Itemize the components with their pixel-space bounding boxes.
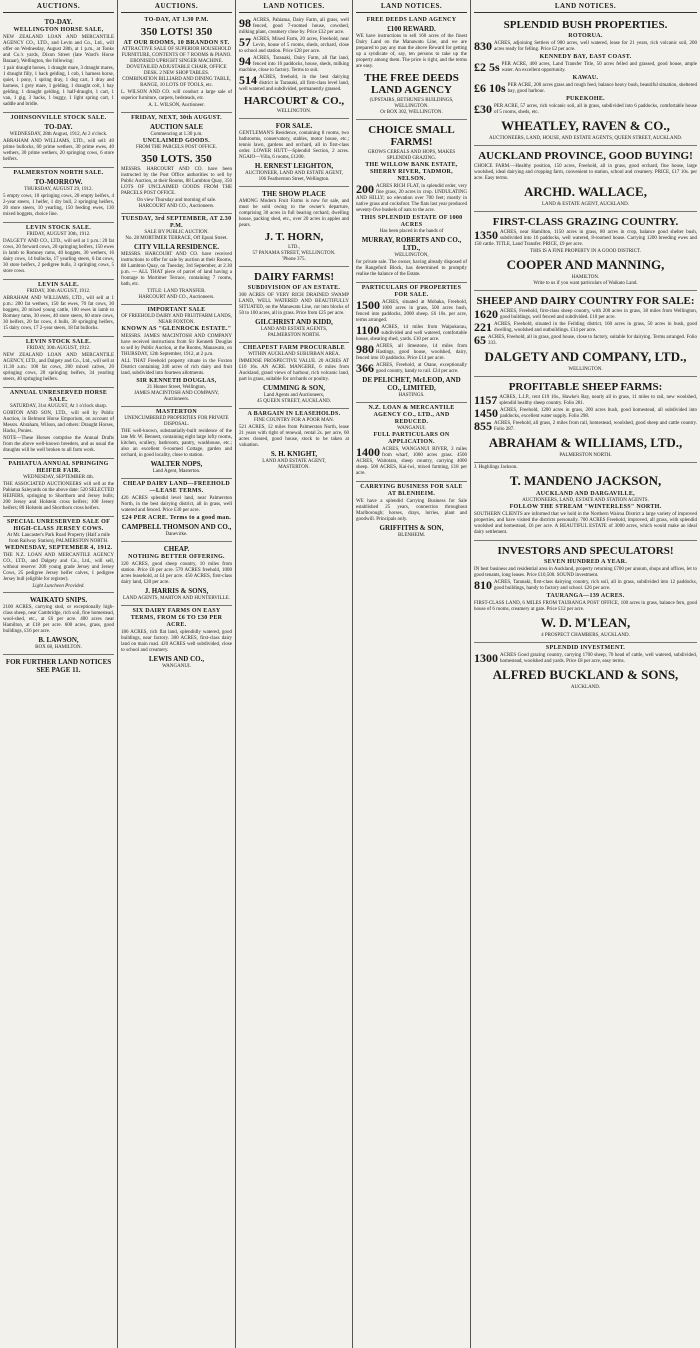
ad-heading: TO-DAY.	[44, 123, 73, 131]
ad-body: 300 ACRES OF VERY RICH DRAINED SWAMP LAND, WELL WATERED AND BEAUTIFULLY SITUATED, on the Manawatu Line, cut into blocks of 50 to 100 acres, all in grass. Price from £25 per acre.	[239, 293, 349, 316]
column-header: AUCTIONS.	[3, 0, 114, 13]
advertiser-name: H. ERNEST LEIGHTON,	[254, 162, 334, 170]
ad-body: THE N.Z. LOAN AND MERCANTILE AGENCY CO., LTD., and Dalgety and Co., Ltd., will sell, without reserve: 200 young grade Jersey and Jersey Cows, 25 pedigree Jersey heifer calves, 1 pedigree Jersey bull (eligible for register).	[3, 553, 114, 582]
listing-text: ACRES Good grazing country, carrying 1700 sheep, 70 head of cattle, well watered, subdivided, homestead, woolshed and yards. Price £8 per acre, easy terms.	[500, 653, 697, 664]
ad-heading: SIX DAIRY FARMS ON EASY TERMS, FROM £6 TO £30 PER ACRE.	[130, 608, 223, 628]
ad-leighton	[239, 119, 349, 187]
advertiser-name: N.Z. LOAN & MERCANTILE AGENCY CO., LTD., AND REDUCED.	[368, 405, 455, 425]
ad-profitable-sheep-farms	[474, 377, 697, 463]
ad-note: J. Hughlings Jackson.	[474, 465, 518, 470]
advertiser-name: HARCOURT & CO.,	[243, 95, 345, 107]
advertiser-address: MASTERTON.	[278, 465, 310, 470]
acreage: 1620	[474, 307, 498, 321]
ad-subheading: SUBDIVISION OF AN ESTATE.	[247, 285, 341, 291]
ad-heading: PARTICULARS OF PROPERTIES FOR SALE.	[361, 285, 462, 298]
ad-body: NEW ZEALAND LOAN AND MERCANTILE AGENCY CO., LTD., and Levin and Co., Ltd., will offer on Wednesday, August 28th, at 1 p.m., at Tonks and Co.'s yards, Dixon Street (late Ward's Horse Bazaar), Wellington, the following:	[3, 35, 114, 64]
ad-body: MESSRS. HARCOURT AND CO. have been instructed by the Post Office authorities to sell by Public Auction, at their Rooms, 88 Lambton Quay, 350 LOTS OF UNCLAIMED GOODS FROM THE PARCELS POST OFFICE.	[121, 167, 232, 196]
ad-body: SOUTHERN CLIENTS are informed that we hold in the Northern Wairoa District a large variety of improved properties, and have visited the districts personally. 700 ACRES Freehold, improved, all grass, with splendid woolshed and homestead, £6 per acre. A BEAUTIFUL ESTATE of 3000 acres, which would make an ideal dairy settlement.	[474, 512, 697, 535]
column-2	[117, 0, 235, 1348]
ad-subheading: FINE COUNTRY FOR A POOR MAN.	[253, 418, 335, 423]
ad-levin-stock-sale	[3, 223, 114, 280]
listing	[474, 41, 697, 53]
advertiser-name: GILCHRIST AND KIDD,	[255, 318, 333, 326]
ad-subheading: ROTORUA.	[568, 33, 603, 39]
ad-auckland-province	[474, 146, 697, 212]
ad-subheading: At Mr. Lancaster's Park Road Property (Half a mile from Railway Station), PALMERSTON NORTH.	[7, 533, 110, 544]
advertiser-address: HASTINGS.	[398, 393, 425, 398]
ad-body: DALGETY AND CO., LTD., will sell at 1 p.m.: 20 fat cows, 20 forward cows, 20 springing heifers, 150 ewes in lamb to Romney rams, 40 hoggets, 30 wethers, 16 dairy cows, 14 bullocks, 17 yearling steers, 6 fat cows, 30 store heifers, 2 pedigree bulls, 3 springing cows, 5 store cows.	[3, 239, 114, 274]
listing-text: ACRES, Mixed Farm, 20 acres, Freehold, near Levin, house of 5 rooms, sheds, orchard, close to school and station. Price £28 per acre.	[239, 37, 349, 54]
listing-text: ACRES, adjoining Settlers of 900 acres, well watered, lease for 21 years, rich volcanic soil, 200 acres ready for felling. Price £2 per acre.	[494, 41, 697, 52]
ad-glenrock-estate	[121, 305, 232, 407]
advertiser-name: ARCHD. WALLACE,	[524, 184, 647, 199]
acreage: 65	[474, 333, 486, 347]
ad-note: On view Thursday and morning of sale.	[136, 198, 217, 203]
ad-body: GENTLEMAN'S Residence, containing 8 rooms, two bathrooms, conservatory, stables, motor house, etc.; tennis lawn, gardens and orchard, all in first-class order. LOWER HUTT—Splendid Section, 2 acres. NGAIO—Villa, 6 rooms, £1200.	[239, 131, 349, 160]
ad-heading: SHEEP AND DAIRY COUNTRY FOR SALE:	[476, 295, 695, 307]
advertiser-name: THE FREE DEEDS LAND AGENCY	[364, 72, 459, 96]
ad-body: THE ASSOCIATED AUCTIONEERS will sell at the Pahiatua Saleyards on the above date: 520 SELECTED HEIFERS, springing to Shorthorn and Jersey bulls; 200 Jersey and Holstein cross heifers; 100 Jersey heifers; 80 Holstein and Shorthorn cross heifers.	[3, 482, 114, 511]
ad-unclaimed-goods	[121, 113, 232, 214]
listing	[474, 83, 697, 95]
advertiser-address: Land Agent, Masterton.	[152, 469, 201, 474]
advertiser-name: LEWIS AND CO.,	[148, 655, 205, 663]
advertiser-address: WELLINGTON.	[276, 109, 312, 114]
ad-pahiatua-fair	[3, 459, 114, 517]
listing-text: ACRES, Freehold, all in grass, good house, close to factory, suitable for dairying. Terms arranged. Folio 333.	[488, 335, 697, 346]
ad-subheading: SALE BY PUBLIC AUCTION.	[144, 230, 209, 235]
advertiser-name: ALFRED BUCKLAND & SONS,	[492, 667, 679, 682]
acreage: 57	[239, 35, 251, 49]
ad-body: THE well-known, substantially-built residence of the late Mr. W. Bennett, containing eight large lofty rooms, kitchen, scullery, bathroom, pantry, washhouse, etc.; also an excellent 6-roomed Cottage, garden and orchard, in good locality, close to station.	[121, 429, 232, 458]
ad-body: AMONG Modern Fruit Farms is now for sale, and must be sold owing to the owner's departure, comprising 30 acres in full bearing orchard, dwelling house, packing shed, etc., over 20 acres in apples and pears.	[239, 199, 349, 228]
advertiser-title: AUCKLAND AND DARGAVILLE,	[536, 491, 635, 497]
ad-heading: CHOICE SMALL FARMS!	[368, 124, 455, 148]
ad-grazing-country	[474, 212, 697, 291]
acreage: 98	[239, 16, 251, 30]
ad-note: Light Luncheon Provided.	[32, 584, 85, 589]
ad-heading: CARRYING BUSINESS FOR SALE AT BLENHEIM.	[360, 484, 463, 497]
ad-heading: TO-MORROW.	[34, 178, 83, 186]
acreage: 1350	[474, 228, 498, 242]
advertiser-name: SIR KENNETH DOUGLAS,	[136, 378, 217, 384]
ad-subheading: FRIDAY, 30th AUGUST, 1912.	[26, 289, 91, 294]
ad-date: WEDNESDAY, SEPTEMBER 4, 1912.	[4, 545, 113, 551]
advertiser-address: 4 PROSPECT CHAMBERS, AUCKLAND.	[541, 633, 630, 638]
acreage: 94	[239, 54, 251, 68]
ad-brandon-street	[121, 15, 232, 113]
ad-city-villa	[121, 214, 232, 305]
price: £2 5s	[474, 60, 500, 74]
ad-splendid-investment	[474, 643, 697, 694]
column-3	[235, 0, 352, 1348]
listing-text: ACRES, Freehold, at Otane, exceptionally good country, handy to rail. £24 per acre.	[376, 363, 467, 374]
ad-body: ABRAHAM AND WILLIAMS, LTD., will sell: 40 prime bullocks, 60 prime wethers, 30 prime ewes, 40 wethers, 30 prime wethers, 20 springing cows, 6 store heifers.	[3, 139, 114, 162]
column-header: LAND NOTICES.	[474, 0, 697, 13]
advertiser-name: A. L. WILSON, Auctioneer.	[148, 103, 205, 108]
ad-further-notices	[3, 655, 114, 678]
ad-price: £24 PER ACRE. Terms to a good man.	[121, 515, 232, 521]
ad-heading: WAIKATO SNIPS.	[29, 596, 88, 604]
advertiser-address: WANGANUI.	[397, 426, 426, 431]
ad-heading: ANNUAL UNRESERVED HORSE SALE.	[9, 390, 108, 403]
ad-heading: LEVIN STOCK SALE.	[25, 339, 92, 345]
ad-hawkes-bay-properties	[356, 283, 467, 403]
ad-heading: FRIDAY, NEXT, 30th AUGUST.	[131, 115, 222, 121]
advertiser-address: WELLINGTON.	[568, 367, 603, 372]
listing	[356, 300, 467, 324]
ad-body: MESSRS. JAMES MACINTOSH AND COMPANY have received instructions from Sir Kenneth Douglas to sell by Public Auction, at the Rooms, Manawatu, on THURSDAY, 12th September, 1912, at 2 p.m.	[121, 334, 232, 357]
listing	[474, 408, 697, 420]
listing-text: ACRES, Taranaki, first-class dairying country, rich soil, all in grass, subdivided into 12 paddocks, good buildings, handy to factory and school. £26 per acre.	[494, 580, 697, 591]
acreage: 1500	[356, 298, 380, 312]
ad-subheading: UNENCUMBERED PROPERTIES FOR PRIVATE DISPOSAL.	[124, 416, 229, 427]
advertiser-name: T. MANDENO JACKSON,	[509, 473, 662, 488]
price: £6 10s	[474, 81, 506, 95]
listing-text: ACRES RICH FLAT, in splendid order, very fine grass, 20 acres in crop. UNDULATING AND HILLY; no elevation over 700 feet; mostly in native grass and cocksfoot. The flats last year produced seventy-five bushels of oats to the acre.	[356, 184, 467, 213]
ad-body: ALL THAT Freehold property situate in the Foxton District containing 240 acres of rich dairy and fruit land, subdivided into fourteen allotments.	[121, 359, 232, 376]
acreage: 1157	[474, 393, 498, 407]
listing	[474, 580, 697, 592]
ad-palmerston-north-sale	[3, 168, 114, 223]
advertiser-address: (UPSTAIRS, BETHUNE'S BUILDINGS, WELLINGTON.	[369, 98, 454, 109]
ad-subheading: THE WILLOW BANK ESTATE, SHERRY RIVER, TADMOR, NELSON.	[365, 162, 458, 182]
acreage: 830	[474, 39, 492, 53]
ad-waikato-snips	[3, 593, 114, 655]
ad-body: 1 pair draught horses, 1 draught mare, 3 draught mares, 1 draught filly, 1 hack gelding, 1 cob, 1 harness horse, quiet, 1 pony, 1 spring dray, 1 dog cart, 1 dray and harness, 1 grey mare, 1 gelding, 1 draught colt, 1 bay gelding, 1 draught gelding, 1 half-draught, 1 cart, 1 van, 1 gig, 3 hacks, 1 buggy, 1 light spring cart, 1 saddle and bridle.	[3, 66, 114, 107]
advertiser-name: J. T. HORN,	[264, 231, 324, 243]
listing-text: ACRES, freehold, in the best dairying district in Taranaki, all first-class level land, well watered and subdivided, permanently grassed.	[239, 75, 349, 92]
advertiser-address: Or BOX 302, WELLINGTON.	[380, 110, 443, 115]
ad-free-deeds	[356, 15, 467, 120]
advertiser-address: 106 Featherston Street, Wellington.	[258, 177, 330, 182]
ad-heading: FREE DEEDS LAND AGENCY	[366, 17, 457, 23]
advertiser-name: MURRAY, ROBERTS AND CO., LTD.,	[361, 236, 462, 252]
ad-harcourt-farms	[239, 15, 349, 119]
advertiser-title: LAND AND ESTATE AGENTS,	[260, 327, 328, 332]
ad-subheading: TAURANGA—139 ACRES.	[546, 593, 625, 599]
listing	[474, 335, 697, 347]
ad-carrying-business	[356, 482, 467, 542]
ad-heading: SPLENDID BUSH PROPERTIES.	[503, 19, 668, 31]
advertiser-address: PALMERSTON NORTH.	[559, 453, 612, 458]
listing	[239, 75, 349, 93]
ad-body: FIRST-CLASS LAND, 6 MILES FROM TAURANGA POST OFFICE, 100 acres in grass, balance fern, good house of 6 rooms, creamery at gate. Price £12 per acre.	[474, 601, 697, 612]
ad-subheading: SATURDAY, 31st AUGUST, At 1 o'clock sharp.	[9, 404, 108, 409]
ad-show-place	[239, 187, 349, 267]
acreage: 1100	[356, 323, 380, 337]
listing	[474, 421, 697, 433]
ad-six-dairy-farms	[121, 606, 232, 673]
column-header: LAND NOTICES.	[239, 0, 349, 13]
advertiser-name: CAMPBELL THOMSON AND CO.,	[121, 523, 232, 531]
ad-levin-sale	[3, 280, 114, 337]
listing-text: ACRES, Freehold, first-class sheep country, with 200 acres in grass, 38 miles from Wellington, good buildings, well fenced and subdivided. £10 per acre.	[500, 309, 697, 320]
ad-heading: KNOWN AS "GLENROCK ESTATE."	[121, 326, 232, 332]
listing-text: ACRES, all limestone, 14 miles from Hastings, good house, woolshed, dairy, fenced into 10 paddocks. Price £14 per acre.	[356, 344, 467, 361]
acreage: 366	[356, 361, 374, 375]
advertiser-name: DALGETY AND COMPANY, LTD.,	[484, 349, 687, 364]
ad-wanganui-properties	[356, 403, 467, 482]
advertiser-address: Danevirke.	[165, 532, 188, 537]
column-header: AUCTIONS.	[121, 0, 232, 13]
advertiser-title: LTD.,	[288, 245, 300, 250]
advertiser-address: AUCTIONEERS, LAND, HOUSE, AND ESTATE AGENTS, QUEEN STREET, AUCKLAND.	[488, 136, 683, 141]
advertiser-name: COOPER AND MANNING,	[506, 257, 665, 272]
listing	[474, 322, 697, 334]
ad-heading: A BARGAIN IN LEASEHOLDS.	[247, 411, 341, 417]
page-reference: FOR FURTHER LAND NOTICES SEE PAGE 11.	[5, 658, 112, 674]
listing-text: ACRES, Pahiatua, Dairy Farm, all grass, well fenced, good 7-roomed house, cowshed, milking plant, creamery close by. Price £32 per acre.	[239, 18, 349, 35]
ad-heading: LEVIN SALE.	[38, 282, 79, 288]
advertiser-name: DE PELICHET, McLEOD, AND CO., LIMITED,	[362, 376, 461, 392]
listing-text: ACRES, Taranaki, Dairy Farm, all flat land, fenced into 16 paddocks, house, sheds, milking machine, close to factory. Terms to suit.	[239, 56, 349, 73]
ad-body: for private sale. The owner, having already disposed of the Rangeford Block, has determined to promptly realise the balance of the Estate.	[356, 260, 467, 277]
advertiser-title: AUCTIONEER, LAND AND ESTATE AGENT,	[245, 171, 343, 176]
ad-body: IMMENSE PROSPECTIVE VALUE. 20 ACRES AT £10 16s. AN ACRE. MANGERE, 6 miles from Auckland, grand views of harbour, rich volcanic land, part in grass, suitable for orchards or poultry.	[239, 359, 349, 382]
listing	[356, 447, 467, 477]
listing-text: ACRES, Freehold, all grass, 2 miles from rail, homestead, woolshed, good sheep and cattle country. Folio 287.	[494, 421, 697, 432]
ad-harris-sons	[121, 542, 232, 606]
advertiser-name: ABRAHAM & WILLIAMS, LTD.,	[488, 435, 683, 450]
ad-body: WE have instructions to sell 160 acres of the finest Dairy Land on the Manawatu Line, and we are prepared to pay any man the above Reward for getting up a syndicate of, say, ten persons to take up the property among them. The price is right, and the terms are easy.	[356, 34, 467, 69]
ad-body: CHOICE FARM.—Healthy position, 150 acres, Freehold, all in grass, good orchard, fine house, large woolshed, ideal dairying and cropping farm, convenient to station, school and creamery. PRICE, £17 10s. per acre. Easy terms.	[474, 164, 697, 181]
ad-heading: JOHNSONVILLE STOCK SALE.	[10, 115, 107, 121]
ad-subheading: GROWS CEREALS AND HOPS, MAKES SPLENDID GRAZING.	[367, 150, 456, 161]
ad-subheading: WEDNESDAY, 28th August, 1912, At 2 o'clock.	[9, 132, 108, 137]
ad-heading: THIS SPLENDID ESTATE OF 1000 ACRES	[360, 215, 463, 228]
acreage: 1400	[356, 445, 380, 459]
ad-body: DOVETAILED ADJUSTABLE CHAIR, OFFICE DESK. 2 NEW SHOP TABLES.	[126, 65, 227, 76]
ad-body: 521 ACRES, 12 miles from Palmerston North, lease 21 years with right of renewal, rental 2s. per acre, 60 acres cleared, good house, stock to be taken at valuation.	[239, 425, 349, 448]
ad-subheading: KENNEDY BAY, EAST COAST.	[539, 54, 632, 60]
listing	[474, 62, 697, 74]
listing	[356, 184, 467, 214]
acreage: 1300	[474, 651, 498, 665]
listing-text: PER ACRE, 57 acres, rich volcanic soil, all in grass, subdivided into 6 paddocks, comfortable house of 5 rooms, sheds, etc.	[494, 104, 697, 115]
price: £30	[474, 102, 492, 116]
advertiser-address: 45 QUEEN STREET, AUCKLAND.	[257, 399, 331, 404]
listing	[474, 309, 697, 321]
column-4	[352, 0, 470, 1348]
ad-heading: 350 LOTS. 350	[141, 153, 212, 165]
ad-heading: PALMERSTON NORTH SALE.	[13, 170, 104, 176]
advertiser-address: BLENHEIM.	[397, 533, 426, 538]
ad-subheading: FRIDAY, 30th AUGUST, 1912.	[26, 346, 91, 351]
listing-text: ACRES, Freehold, 1200 acres in grass, 200 acres bush, good homestead, all subdivided into paddocks, excellent water supply. Folio 298.	[500, 408, 697, 419]
advertiser-address: 57 PANAMA STREET, WELLINGTON.	[252, 251, 336, 256]
ad-body: 426 ACRES splendid level land, near Palmerston North, in the best dairying district, all in grass, well watered and fenced. Price £30 per acre.	[121, 496, 232, 513]
advertiser-name: HARCOURT AND CO., Auctioneers.	[138, 295, 215, 300]
ad-heading: DAIRY FARMS!	[254, 271, 334, 283]
advertiser-address: AUCTIONEERS, LAND, ESTATE AND STATION AGENTS.	[522, 498, 649, 503]
ad-cheapest-farm	[239, 343, 349, 409]
ad-heading: FIRST-CLASS GRAZING COUNTRY.	[492, 216, 679, 228]
acreage: 855	[474, 419, 492, 433]
ad-body: 320 ACRES, good sheep country, 10 miles from station. Price £6 per acre. 570 ACRES freehold, 1000 acres leasehold, at £4 per acre. 450 ACRES, first-class dairy land, £20 per acre.	[121, 562, 232, 585]
ad-investors	[474, 541, 697, 643]
ad-subheading: FULL PARTICULARS ON APPLICATION.	[373, 432, 450, 445]
listing	[239, 37, 349, 55]
ad-heading: MASTERTON	[155, 409, 198, 415]
ad-heading: PROFITABLE SHEEP FARMS:	[508, 381, 663, 393]
ad-subheading: SEVEN HUNDRED A YEAR.	[543, 559, 628, 565]
listing	[239, 18, 349, 36]
listing-text: ACRES, situated at Mohaka, Freehold, 1000 acres in grass, 500 acres bush, fenced into paddocks, 2000 sheep. £6 10s. per acre, terms arranged.	[356, 300, 467, 323]
ad-jersey-cows	[3, 517, 114, 593]
ad-body: ATTRACTIVE SALE OF SUPERIOR HOUSEHOLD FURNITURE, CONTENTS OF 7 ROOMS & PIANO. EBONISED UPRIGHT SINGER MACHINE.	[121, 47, 232, 64]
ad-body: IN best business and residential area in Auckland, property returning £700 per annum, shops and offices, let to good tenants, long leases. Price £10,500. SOUND investment.	[474, 567, 697, 578]
listing	[356, 325, 467, 343]
ad-body: L. WILSON AND CO. will conduct a large sale of superior furniture, carpets, bedsteads, etc.	[121, 90, 232, 101]
ad-heading: IMPORTANT SALE	[147, 307, 206, 313]
advertiser-address: BOX 68, HAMILTON.	[35, 645, 82, 650]
ad-horse-sale	[3, 388, 114, 459]
advertiser-address: AUCKLAND.	[570, 685, 601, 690]
ad-subheading: AT OUR ROOMS, 10 BRANDON ST.	[123, 40, 230, 46]
ad-heading: 350 LOTS! 350	[140, 26, 213, 38]
ad-cheap-dairy-land	[121, 479, 232, 542]
listing	[474, 230, 697, 248]
ad-body: WE have a splendid Carrying Business for Sale established 25 years, connection throughout Marlborough; horses, drays, lorries, plant and goodwill. Principals only.	[356, 499, 467, 522]
advertiser-phone: 'Phone 375.	[282, 257, 306, 262]
ad-body: 5 empty cows, 10 springing cows, 20 empty heifers, 4 2-year steers, 1 heifer, 1 dry bull, 2 springing heifers, 20 store steers, 10 yearling, 150 feeding ewes, 130 mixed hoggets, choice line.	[3, 194, 114, 217]
ad-body: NOTE—These Horses comprise the Annual Drafts from the above well-known breeders, and as usual the draughts will be well broken to all farm work.	[3, 436, 114, 453]
advertiser-address: LAND AGENTS, MARTON AND HUNTERVILLE.	[123, 596, 230, 601]
column-5	[470, 0, 700, 1348]
advertiser-address: 21 Hunter Street, Wellington,	[147, 385, 206, 390]
listing	[474, 104, 697, 116]
ad-subheading: FOLLOW THE STREAM "WINTERLESS" NORTH.	[509, 504, 662, 510]
ad-heading: CITY VILLA RESIDENCE.	[134, 243, 219, 251]
acreage: 200	[356, 182, 374, 196]
advertiser-address: LAND & ESTATE AGENT, AUCKLAND.	[541, 202, 629, 207]
ad-johnsonville	[3, 113, 114, 168]
advertiser-name: JAMES MACINTOSH AND COMPANY, Auctioneers.	[134, 391, 219, 402]
listing	[474, 395, 697, 407]
ad-note: TITLE: LAND TRANSFER.	[147, 289, 206, 294]
ad-body: 186 ACRES, rich flat land, splendidly watered, good buildings, near factory. 300 ACRES, first-class dairy land on main road. 420 ACRES well subdivided, close to school and creamery.	[121, 630, 232, 653]
ad-heading: £100 REWARD.	[387, 25, 436, 33]
advertiser-name: WALTER NOPS,	[150, 460, 203, 468]
ad-body: NEW ZEALAND LOAN AND MERCANTILE AGENCY, LTD., and Dalgety and Co., Ltd., will sell at 11.30 a.m.: 100 fat cows, 200 mixed calves, 20 springing cows, 20 springing heifers, 34 yearling steers, 40 springing heifers.	[3, 353, 114, 382]
ad-subheading: OF FREEHOLD DAIRY AND FRUITFARM LANDS, NEAR FOXTON.	[121, 314, 232, 325]
acreage: 810	[474, 578, 492, 592]
ad-wellington-horse-sale	[3, 15, 114, 113]
listing-text: ACRES, near Hamilton, 1150 acres in grass, 80 acres in crop, balance good shelter bush, subdivided into 16 paddocks, well watered, 8-roomed house. Carrying 1200 breeding ewes and 150 cattle. TITLE, Land Transfer. PRICE, £9 per acre.	[474, 230, 697, 247]
ad-subheading: NOTHING BETTER OFFERING.	[128, 554, 225, 560]
listing	[356, 363, 467, 375]
ad-dairy-farms	[239, 267, 349, 343]
ad-heading: SPECIAL UNRESERVED SALE OF HIGH-CLASS JERSEY COWS.	[6, 519, 111, 532]
ad-heading: PAHIATUA ANNUAL SPRINGING HEIFER FAIR.	[8, 461, 109, 474]
ad-subheading: WEDNESDAY, SEPTEMBER 4th.	[23, 475, 94, 480]
advertiser-title: LAND AND ESTATE AGENT,	[262, 459, 326, 464]
ad-body: MESSRS. HARCOURT AND CO. have received instructions to offer for sale by auction at their Rooms, 88 Lambton Quay, on Tuesday, 3rd September, at 2.30 p.m. — ALL THAT piece of parcel of land having a frontage to Mortimer Terrace, containing 7 rooms, bath, etc.	[121, 252, 232, 287]
ad-heading: AUCTION SALE	[149, 123, 204, 131]
ad-subheading: WITHIN AUCKLAND SUBURBAN AREA.	[248, 352, 340, 357]
listing	[356, 344, 467, 362]
advertiser-name: CUMMING & SON,	[262, 384, 326, 392]
listing-text: ACRES, 14 miles from Waipukurau, subdivided and well watered, comfortable house, shearing shed, yards. £10 per acre.	[356, 325, 467, 342]
ad-heading: INVESTORS AND SPECULATORS!	[497, 545, 674, 557]
ad-body: Has been placed in the hands of	[379, 229, 444, 234]
listing	[239, 56, 349, 74]
ad-heading: UNCLAIMED GOODS.	[142, 138, 211, 144]
advertiser-name: J. HARRIS & SONS,	[144, 587, 209, 595]
ad-heading: AUCKLAND PROVINCE, GOOD BUYING!	[478, 150, 693, 162]
ad-note: THIS IS A FINE PROPERTY IN A GOOD DISTRICT.	[530, 249, 641, 254]
ad-note: Write to us if you want particulars of Waikato Land.	[533, 281, 638, 286]
column-header: LAND NOTICES.	[356, 0, 467, 13]
advertiser-address: WELLINGTON,	[394, 253, 429, 258]
acreage: 980	[356, 342, 374, 356]
ad-body: ABRAHAM AND WILLIAMS, LTD., will sell at 1 p.m.: 200 fat wethers, 150 fat ewes, 70 fat cows, 30 hoggets, 20 mixed young cattle, 100 ewes in lamb to Romney rams, 30 ewes, 40 store steers, 60 store cows, 30 heifers, 20 fat cows, 4 bulls, 30 springing heifers, 15 dairy cows, 17 2-year steers, 18 fat bullocks.	[3, 296, 114, 331]
ad-levin-stock-sale-2	[3, 337, 114, 388]
advertiser-name: S. H. KNIGHT,	[270, 450, 318, 458]
advertiser-name: WHEATLEY, RAVEN & CO.,	[501, 118, 670, 133]
advertiser-name: W. D. M'LEAN,	[540, 615, 631, 630]
ad-leasehold-bargain	[239, 409, 349, 474]
advertiser-address: HAMILTON.	[571, 275, 600, 280]
ad-body: GORTON AND SON, LTD., will sell by Public Auction, in Belmont Horse Emporium, on account of Messrs. Abraham, Wilson, and others: Draught Horses, Hacks, Ponies.	[3, 411, 114, 434]
ad-subheading: Commencing at 1.30 p.m.	[150, 132, 203, 137]
advertiser-address: PALMERSTON NORTH.	[267, 333, 321, 338]
acreage: 221	[474, 320, 492, 334]
ad-subheading: PUKEKOHE.	[566, 96, 605, 102]
acreage: 1450	[474, 406, 498, 420]
ad-sheep-dairy-country	[474, 291, 697, 377]
listing-text: ACRES, Freehold, situated in the Feilding district, 160 acres in grass, 50 acres in bush, good dwelling, woolshed and outbuildings. £14 per acre.	[494, 322, 697, 333]
advertiser-name: HARCOURT AND CO., Auctioneers.	[138, 204, 215, 209]
ad-subheading: FROM THE PARCELS POST OFFICE.	[136, 145, 217, 150]
ad-subheading: KAWAU.	[572, 75, 599, 81]
advertiser-name: B. LAWSON,	[38, 636, 79, 644]
ad-subheading: FRIDAY, AUGUST 30th, 1912.	[26, 232, 91, 237]
ad-subheading: WELLINGTON HORSE SALE,	[13, 27, 104, 33]
listing	[474, 653, 697, 665]
column-1	[0, 0, 117, 1348]
ad-heading: CHEAP.	[163, 545, 190, 553]
advertiser-title: Land Agents and Auctioneers,	[263, 393, 325, 398]
ad-body: 2100 ACRES, carrying stud, or exceptionally high-class sheep, near Cambridge, rich soil, fine homestead, wool-shed, etc., at £6 per acre. 400 acres near Hamilton, at £18 per acre. 600 acres, grass, good buildings, £16 per acre.	[3, 605, 114, 634]
ad-heading: LEVIN STOCK SALE.	[25, 225, 92, 231]
listing-text: PER ACRE, 200 acres grass and rough feed, balance heavy bush, beautiful situation, sheltered bay, good harbour.	[507, 83, 697, 94]
ad-subheading: No. 28 MORTIMER TERRACE, Off Epuni Street.	[125, 236, 228, 241]
acreage: 514	[239, 73, 257, 87]
ad-heading: FOR SALE.	[275, 122, 313, 130]
ad-bush-properties	[474, 15, 697, 146]
listing-text: PER ACRE, 400 acres, Land Transfer Title, 50 acres felled and grassed, good house, ample water. An excellent opportunity.	[501, 62, 697, 73]
ad-heading: TO-DAY.	[44, 18, 73, 26]
ad-choice-small-farms	[356, 120, 467, 283]
ad-heading: CHEAPEST FARM PROCURABLE	[243, 345, 345, 351]
ad-heading: CHEAP DAIRY LAND—FREEHOLD—LEASE TERMS.	[122, 481, 231, 494]
ad-subheading: THURSDAY, AUGUST 29, 1912.	[24, 187, 93, 192]
advertiser-name: GRIFFITHS & SON,	[379, 524, 444, 532]
ad-heading: THE SHOW PLACE	[262, 190, 326, 198]
listing-text: ACRES, L.I.P., rent £19 16s., Hawke's Bay, nearly all in grass, 11 miles to rail, new woolshed, splendid healthy sheep country. Folio 281.	[499, 395, 697, 406]
ad-heading: SPLENDID INVESTMENT.	[545, 645, 626, 651]
advertiser-address: WANGANUI.	[162, 664, 191, 669]
ad-masterton	[121, 407, 232, 479]
ad-heading: TO-DAY, AT 1.30 P.M.	[144, 17, 209, 23]
ad-body: COMBINATION BILLIARD AND DINING TABLE, RANGE, 10 LOTS OF TOOLS, etc.	[122, 77, 231, 88]
listing-text: ACRES, WANGANUI RIVER, 3 miles from wharf, 1000 acres grass. 4500 ACRES, Waitotara, sheep country, carrying 4000 sheep. 500 ACRES, Kai-iwi, mixed farming, £18 per acre.	[356, 447, 467, 476]
ad-heading: TUESDAY, 3rd SEPTEMBER, AT 2.30 P.M.	[121, 216, 232, 229]
ad-mandeno-jackson	[474, 463, 697, 541]
